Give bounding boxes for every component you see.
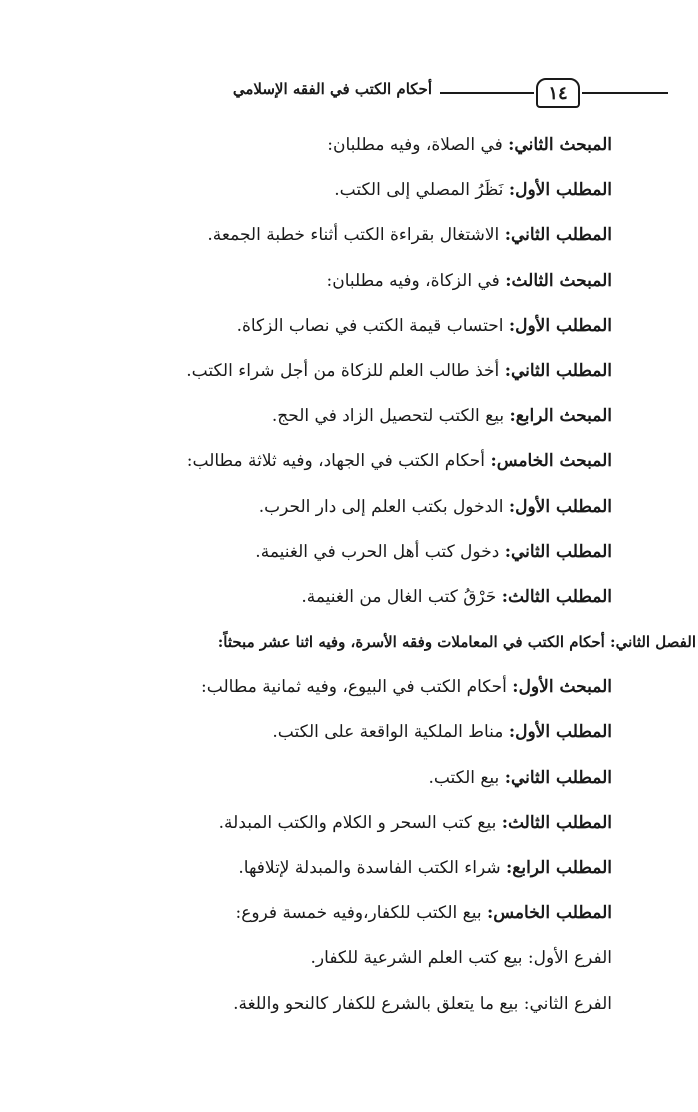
toc-text: بيع الكتب لتحصيل الزاد في الحج. xyxy=(271,406,510,427)
toc-text: أخذ طالب العلم للزكاة من أجل شراء الكتب. xyxy=(186,360,505,381)
toc-label: المطلب الأول: xyxy=(508,722,612,743)
toc-label: المطلب الأول: xyxy=(508,180,612,201)
header-rule-right xyxy=(582,92,668,94)
toc-text: بيع الكتب. xyxy=(428,767,505,788)
toc-label: المطلب الأول: xyxy=(508,315,612,336)
toc-label: المطلب الثاني: xyxy=(504,541,612,562)
toc-entry-fasl-2 xyxy=(32,625,696,670)
toc-label: المطلب الخامس: xyxy=(486,903,612,924)
toc-text: بيع كتب السحر و الكلام والكتب المبدلة. xyxy=(218,812,502,833)
toc-label: المطلب الرابع: xyxy=(506,858,612,878)
toc-text: دخول كتب أهل الحرب في الغنيمة. xyxy=(255,541,505,562)
toc-label: المطلب الثاني: xyxy=(504,360,612,381)
toc-text: احتساب قيمة الكتب في نصاب الزكاة. xyxy=(236,315,509,336)
toc-entry-far xyxy=(32,987,612,1032)
toc-text: في الزكاة، وفيه مطلبان: xyxy=(326,270,506,291)
toc-entry-matlab xyxy=(32,761,612,806)
table-of-contents xyxy=(32,128,696,1032)
toc-text: أحكام الكتب في المعاملات وفقه الأسرة، وفيه اثنا عشر مبحثاً: xyxy=(217,633,611,652)
toc-entry-mabhath-3 xyxy=(32,264,612,309)
toc-entry-matlab xyxy=(32,309,612,354)
toc-entry-matlab xyxy=(32,535,612,580)
toc-entry-matlab xyxy=(32,896,612,941)
toc-label: المبحث الأول: xyxy=(512,677,612,698)
toc-entry-mabhath-2 xyxy=(32,128,612,173)
toc-entry-matlab xyxy=(32,715,612,760)
toc-entry-matlab xyxy=(32,806,612,851)
toc-entry-matlab xyxy=(32,173,612,218)
toc-label: الفصل الثاني: xyxy=(610,633,696,652)
toc-label: المطلب الثاني: xyxy=(504,225,612,246)
toc-entry-matlab xyxy=(32,354,612,399)
toc-label: الفرع الثاني: xyxy=(523,993,612,1014)
toc-label: المبحث الثالث: xyxy=(505,270,612,291)
toc-entry-matlab xyxy=(32,580,612,625)
header-rule-middle xyxy=(440,92,534,94)
toc-label: المطلب الأول: xyxy=(508,496,612,517)
toc-text: بيع كتب العلم الشرعية للكفار. xyxy=(310,948,528,969)
toc-label: المطلب الثالث: xyxy=(501,586,612,607)
running-header xyxy=(28,78,668,112)
toc-text: شراء الكتب الفاسدة والمبدلة لإتلافها. xyxy=(238,858,507,878)
toc-text: بيع ما يتعلق بالشرع للكفار كالنحو واللغة. xyxy=(233,993,524,1014)
toc-entry-mabhath-4 xyxy=(32,399,612,444)
page-number: ١٤ xyxy=(536,78,580,108)
toc-text: في الصلاة، وفيه مطلبان: xyxy=(327,135,509,155)
toc-text: أحكام الكتب في الجهاد، وفيه ثلاثة مطالب: xyxy=(186,451,491,472)
toc-entry-matlab xyxy=(32,490,612,535)
toc-entry-far xyxy=(32,941,612,986)
book-title: أحكام الكتب في الفقه الإسلامي xyxy=(232,80,432,98)
toc-entry-mabhath-1 xyxy=(32,670,612,715)
toc-text: بيع الكتب للكفار،وفيه خمسة فروع: xyxy=(235,903,487,924)
toc-label: المبحث الخامس: xyxy=(490,451,612,472)
toc-text: مناط الملكية الواقعة على الكتب. xyxy=(272,722,509,743)
toc-label: المطلب الثاني: xyxy=(504,767,612,788)
toc-text: حَرْقُ كتب الغال من الغنيمة. xyxy=(301,586,502,607)
toc-text: نَظَرُ المصلي إلى الكتب. xyxy=(334,180,509,201)
toc-entry-matlab xyxy=(32,851,612,896)
toc-label: الفرع الأول: xyxy=(527,948,612,969)
toc-label: المطلب الثالث: xyxy=(501,812,612,833)
toc-text: أحكام الكتب في البيوع، وفيه ثمانية مطالب: xyxy=(201,677,513,698)
toc-label: المبحث الثاني: xyxy=(508,135,612,155)
toc-entry-matlab xyxy=(32,218,612,263)
toc-label: المبحث الرابع: xyxy=(509,406,612,427)
toc-text: الاشتغال بقراءة الكتب أثناء خطبة الجمعة. xyxy=(207,225,505,246)
toc-entry-mabhath-5 xyxy=(32,444,612,489)
toc-text: الدخول بكتب العلم إلى دار الحرب. xyxy=(258,496,509,517)
